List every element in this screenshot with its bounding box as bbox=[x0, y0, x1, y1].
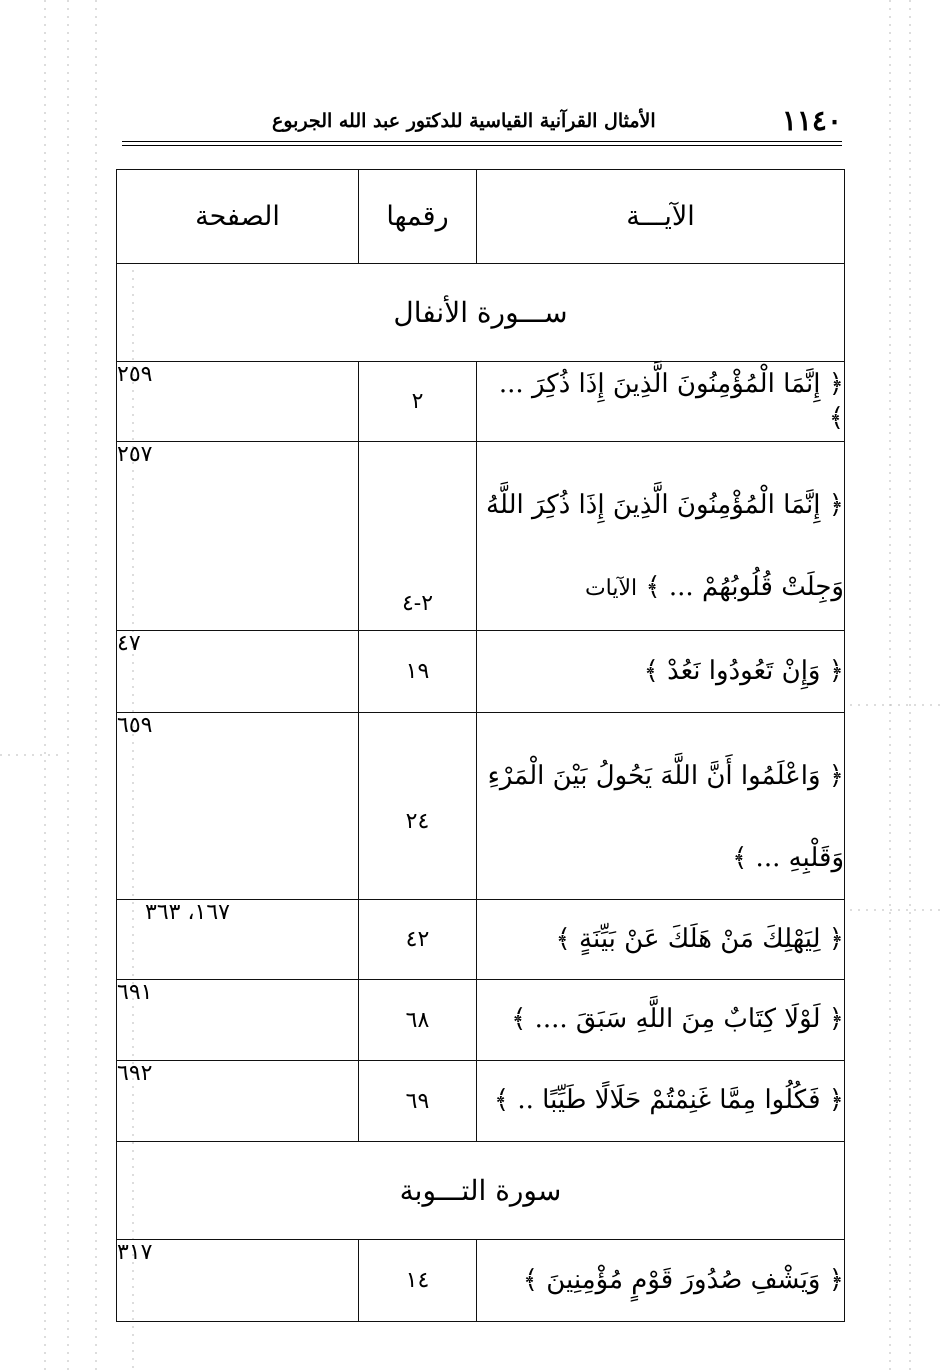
table-row bbox=[117, 980, 845, 1061]
verse-number: ٦٨ bbox=[359, 980, 477, 1061]
page-ref: ٦٩٢ bbox=[117, 1061, 359, 1142]
table-row bbox=[117, 1240, 845, 1322]
verse-text bbox=[477, 713, 845, 900]
verse-number: ١٤ bbox=[359, 1240, 477, 1322]
surah-title: ســـورة الأنفال bbox=[117, 264, 845, 362]
table-row bbox=[117, 1061, 845, 1142]
table-row bbox=[117, 631, 845, 713]
page-ref: ٤٧ bbox=[117, 631, 359, 713]
verse-text: ﴿ إِنَّمَا الْمُؤْمِنُونَ الَّذِينَ إِذَا ذُكِرَ ... ﴾ bbox=[477, 362, 845, 442]
page-ref: ٣١٧ bbox=[117, 1240, 359, 1322]
page-ref: ١٦٧، ٣٦٣ bbox=[117, 900, 359, 980]
verse-number: ١٩ bbox=[359, 631, 477, 713]
verse-text: ﴿ وَإِنْ تَعُودُوا نَعُدْ ﴾ bbox=[477, 631, 845, 713]
surah-row bbox=[117, 1142, 845, 1240]
table-row bbox=[117, 713, 845, 900]
verse-text: ﴿ فَكُلُوا مِمَّا غَنِمْتُمْ حَلَالًا طَيِّبًا .. ﴾ bbox=[477, 1061, 845, 1142]
verse-index-table bbox=[116, 169, 845, 1322]
header-rule bbox=[122, 141, 842, 142]
verse-text: ﴿ لَوْلَا كِتَابٌ مِنَ اللَّهِ سَبَقَ .... ﴾ bbox=[477, 980, 845, 1061]
verse-number: ٢-٤ bbox=[359, 442, 477, 631]
column-header-page: الصفحة bbox=[117, 170, 359, 264]
surah-row bbox=[117, 264, 845, 362]
verse-number: ٤٢ bbox=[359, 900, 477, 980]
verse-text: ﴿ وَيَشْفِ صُدُورَ قَوْمٍ مُؤْمِنِينَ ﴾ bbox=[477, 1240, 845, 1322]
column-header-number: رقمها bbox=[359, 170, 477, 264]
verse-text bbox=[477, 442, 845, 631]
header-rule-thin bbox=[122, 145, 842, 146]
page-ref: ٢٥٩ bbox=[117, 362, 359, 442]
column-header-verse: الآيـــة bbox=[477, 170, 845, 264]
verse-line-text: وَجِلَتْ قُلُوبُهُمْ ... ﴾ bbox=[645, 572, 844, 602]
verse-text: ﴿ لِيَهْلِكَ مَنْ هَلَكَ عَنْ بَيِّنَةٍ ﴾ bbox=[477, 900, 845, 980]
table-row bbox=[117, 442, 845, 631]
verse-number: ٦٩ bbox=[359, 1061, 477, 1142]
page-header bbox=[122, 104, 842, 138]
verse-line bbox=[477, 546, 844, 630]
page-ref: ٦٥٩ bbox=[117, 713, 359, 900]
surah-title: سورة التـــوبة bbox=[117, 1142, 845, 1240]
verse-line: وَقَلْبِهِ ... ﴾ bbox=[732, 843, 844, 873]
table-row bbox=[117, 900, 845, 980]
verse-number: ٢ bbox=[359, 362, 477, 442]
page-ref: ٢٥٧ bbox=[117, 442, 359, 631]
table-row bbox=[117, 362, 845, 442]
verse-number: ٢٤ bbox=[359, 713, 477, 900]
table-header-row bbox=[117, 170, 845, 264]
page-number: ١١٤٠ bbox=[781, 104, 842, 137]
verse-line: ﴿ إِنَّمَا الْمُؤْمِنُونَ الَّذِينَ إِذَا ذُكِرَ اللَّهُ bbox=[486, 490, 844, 520]
verse-suffix: الآيات bbox=[584, 576, 638, 601]
page-ref: ٦٩١ bbox=[117, 980, 359, 1061]
running-title: الأمثال القرآنية القياسية للدكتور عبد الله الجربوع bbox=[272, 110, 656, 132]
verse-line: ﴿ وَاعْلَمُوا أَنَّ اللَّهَ يَحُولُ بَيْنَ الْمَرْءِ bbox=[487, 761, 844, 791]
